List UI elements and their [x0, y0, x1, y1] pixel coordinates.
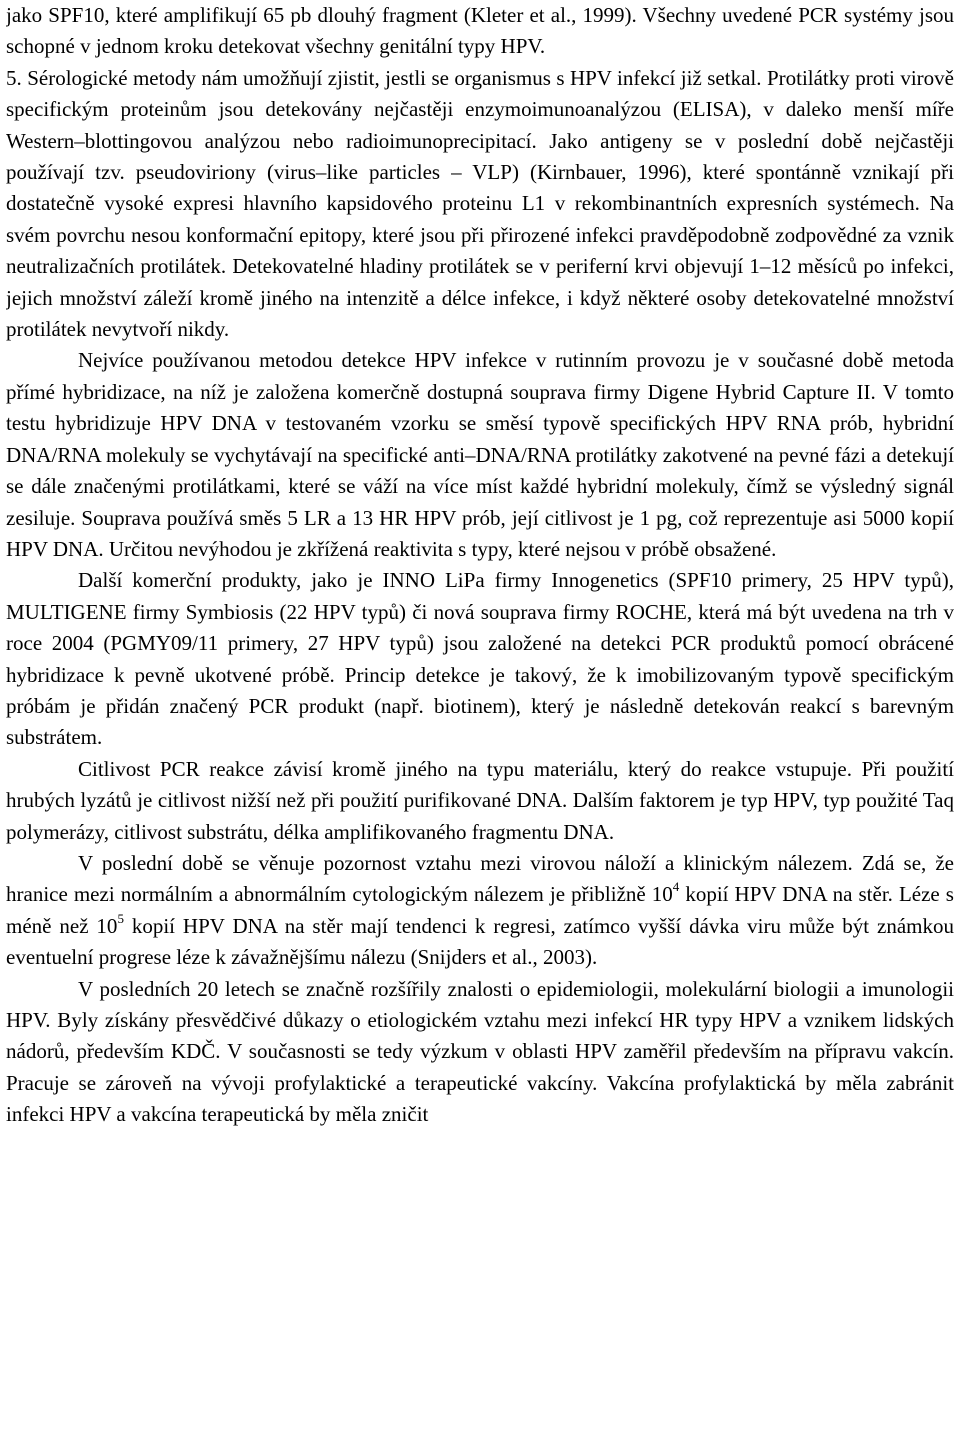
paragraph-text: jako SPF10, které amplifikují 65 pb dlouhý fragment (Kleter et al., 1999). Všechny uvedené PCR systémy jsou schopné v jednom kroku detekovat všechny genitální typy HPV.: [6, 3, 954, 59]
superscript-exponent: 4: [672, 879, 680, 895]
paragraph: [6, 0, 954, 63]
paragraph-text: 5. Sérologické metody nám umožňují zjistit, jestli se organismus s HPV infekcí již setkal. Protilátky proti virově specifickým proteinům jsou detekovány nejčastěji enzymoimunoanalýzou (ELISA), v daleko menší míře Western–blottingovou analýzou nebo radioimunoprecipitací. Jako antigeny se v poslední době nejčastěji používají tzv. pseudoviriony (virus–like particles – VLP) (Kirnbauer, 1996), které spontánně vznikají při dostatečně vysoké expresi hlavního kapsidového proteinu L1 v rekombinantních expresních systémech. Na svém povrchu nesou konformační epitopy, které jsou při přirozené infekci pravděpodobně zodpovědné za vznik neutralizačních protilátek. Detekovatelné hladiny protilátek se v periferní krvi objevují 1–12 měsíců po infekci, jejich množství záleží kromě jiného na intenzitě a délce infekce, i když některé osoby detekovatelné množství protilátek nevytvoří nikdy.: [6, 65, 954, 342]
paragraph-text: V poslední době se věnuje pozornost vztahu mezi virovou náloží a klinickým nálezem. Zdá se, že hranice mezi normálním a abnormálním cytologickým nálezem je přibližně 10: [6, 850, 954, 907]
paragraph: [6, 848, 954, 974]
document-body: [6, 0, 954, 1131]
paragraph-text: V posledních 20 letech se značně rozšířily znalosti o epidemiologii, molekulární biologii a imunologii HPV. Byly získány přesvědčivé důkazy o etiologickém vztahu mezi infekcí HR typy HPV a vznikem lidských nádorů, především KDČ. V současnosti se tedy výzkum v oblasti HPV zaměřil především na přípravu vakcín. Pracuje se zároveň na vývoji profylaktické a terapeutické vakcíny. Vakcína profylaktická by měla zabránit infekci HPV a vakcína terapeutická by měla zničit: [6, 976, 954, 1127]
paragraph-text: Citlivost PCR reakce závisí kromě jiného na typu materiálu, který do reakce vstupuje. Při použití hrubých lyzátů je citlivost nižší než při použití purifikované DNA. Dalším faktorem je typ HPV, typ použité Taq polymerázy, citlivost substrátu, délka amplifikovaného fragmentu DNA.: [6, 756, 954, 844]
paragraph: [6, 565, 954, 753]
paragraph: [6, 754, 954, 848]
paragraph-text: kopií HPV DNA na stěr mají tendenci k regresi, zatímco vyšší dávka viru může být známkou eventuelní progrese léze k závažnějšímu nálezu (Snijders et al., 2003).: [6, 913, 954, 970]
paragraph-text: kopií HPV DNA na stěr. Léze s méně než 10: [6, 882, 954, 938]
paragraph: [6, 63, 954, 346]
paragraph-text: Nejvíce používanou metodou detekce HPV infekce v rutinním provozu je v současné době metoda přímé hybridizace, na níž je založena komerčně dostupná souprava firmy Digene Hybrid Capture II. V tomto testu hybridizuje HPV DNA v testovaném vzorku se směsí typově specifických HPV RNA prób, hybridní DNA/RNA molekuly se vychytávají na specifické anti–DNA/RNA protilátky zakotvené na pevné fázi a detekují se dále značenými protilátkami, které se váží na více míst každé hybridní molekuly, čímž se výsledný signál zesiluje. Souprava používá směs 5 LR a 13 HR HPV prób, její citlivost je 1 pg, což reprezentuje asi 5000 kopií HPV DNA. Určitou nevýhodou je zkřížená reaktivita s typy, které nejsou v próbě obsažené.: [6, 348, 954, 561]
paragraph: [6, 974, 954, 1131]
paragraph-text: Další komerční produkty, jako je INNO LiPa firmy Innogenetics (SPF10 primery, 25 HPV typů), MULTIGENE firmy Symbiosis (22 HPV typů) či nová souprava firmy ROCHE, která má být uvedena na trh v roce 2004 (PGMY09/11 primery, 27 HPV typů) jsou založené na detekci PCR produktů pomocí obrácené hybridizace k pevně ukotvené próbě. Princip detekce je takový, že k imobilizovaným typově specifickým próbám je přidán značený PCR produkt (např. biotinem), který je následně detekován reakcí s barevným substrátem.: [6, 568, 954, 750]
document-page: [6, 0, 954, 1440]
superscript-exponent: 5: [117, 910, 124, 926]
paragraph: [6, 345, 954, 565]
